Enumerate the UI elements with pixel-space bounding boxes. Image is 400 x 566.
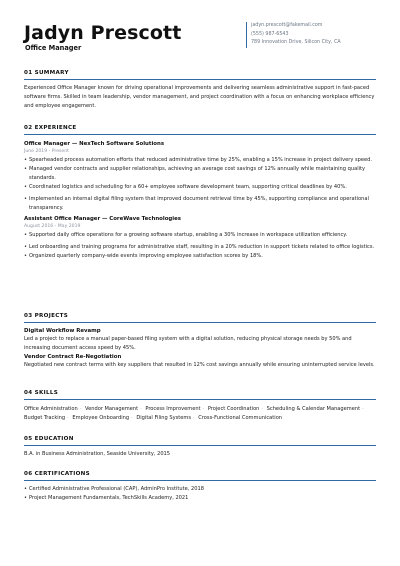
job-title: Assistant Office Manager — CoreWave Technologies	[24, 216, 181, 222]
job-entry	[24, 140, 376, 213]
job-bullet: • Supported daily office operations for a growing software startup, enabling a 30% increase in workspace utilization efficiency.	[24, 231, 376, 240]
job-bullet: • Implemented an internal digital filing system that improved document retrieval time by 45%, supporting compliance and operational transparency.	[24, 195, 376, 213]
project-entry	[24, 353, 376, 370]
skills-list	[24, 405, 376, 423]
skill-separator: ·	[67, 415, 69, 421]
summary-text: Experienced Office Manager known for driving operational improvements and delivering seamless administrative support in fast-paced software firms. Skilled in team leadership, vendor management, and project coordination with a focus on enhancing workplace efficiency and employee engagement.	[24, 85, 375, 109]
certification-item: • Certified Administrative Professional (CAP), AdminPro Institute, 2018	[24, 485, 376, 494]
job-bullet: • Coordinated logistics and scheduling for a 60+ employee software development team, supporting critical deadlines by 40%.	[24, 183, 376, 192]
projects-heading: 03 PROJECTS	[24, 313, 376, 323]
project-text: Negotiated new contract terms with key suppliers that resulted in 12% cost savings annually while ensuring uninterrupted service levels.	[24, 362, 375, 368]
skill-item: Cross-Functional Communication	[198, 415, 283, 421]
job-bullet: • Spearheaded process automation efforts that reduced administrative time by 25%, enabling a 15% increase in project delivery speed.	[24, 156, 376, 165]
project-text: Led a project to replace a manual paper-based filing system with a digital solution, reducing physical storage needs by 50% and increasing document access speed by 45%.	[24, 336, 352, 351]
job-title: Office Manager — NexTech Software Solutions	[24, 141, 165, 147]
skill-separator: ·	[193, 415, 195, 421]
certifications-section	[24, 471, 376, 503]
contact-phone: (555) 987-6543	[251, 31, 289, 37]
certification-item: • Project Management Fundamentals, TechSkills Academy, 2021	[24, 494, 376, 503]
skill-item: Scheduling & Calendar Management	[266, 406, 361, 412]
project-title: Digital Workflow Revamp	[24, 328, 101, 334]
skill-separator: ·	[261, 406, 264, 412]
education-section	[24, 436, 376, 459]
project-entry	[24, 327, 376, 353]
summary-heading: 01 SUMMARY	[24, 70, 376, 80]
education-heading: 05 EDUCATION	[24, 436, 376, 446]
summary-section	[24, 70, 376, 111]
skill-separator: ·	[79, 406, 82, 412]
skills-section	[24, 390, 376, 423]
skill-separator: ·	[202, 406, 205, 412]
education-text: B.A. in Business Administration, Seaside University, 2015	[24, 451, 171, 457]
contact-address: 789 Innovation Drive, Silicon City, CA	[251, 40, 341, 46]
experience-section	[24, 125, 376, 261]
skills-heading: 04 SKILLS	[24, 390, 376, 400]
skill-item: Office Administration	[24, 406, 78, 412]
project-title: Vendor Contract Re-Negotiation	[24, 354, 122, 360]
job-dates: August 2016 - May 2019	[24, 224, 81, 229]
certifications-heading: 06 CERTIFICATIONS	[24, 471, 376, 481]
resume-header	[24, 22, 376, 62]
projects-section	[24, 313, 376, 370]
skill-separator: ·	[131, 415, 133, 421]
skill-item: Vendor Management	[85, 406, 139, 412]
skill-item: Project Coordination	[207, 406, 260, 412]
skill-item: Budget Tracking	[24, 415, 66, 421]
contact-block	[246, 22, 376, 48]
candidate-name: Jadyn Prescott	[24, 22, 182, 44]
contact-email[interactable]: jadyn.prescott@fakemail.com	[251, 23, 323, 28]
skill-item: Employee Onboarding	[72, 415, 130, 421]
job-bullet: • Organized quarterly company-wide events improving employee satisfaction scores by 18%.	[24, 252, 376, 261]
skill-item: Digital Filing Systems	[136, 415, 192, 421]
candidate-role: Office Manager	[25, 44, 82, 52]
job-bullet: • Led onboarding and training programs for administrative staff, resulting in a 20% reduction in support tickets related to office logistics.	[24, 243, 376, 252]
skill-separator: ·	[140, 406, 142, 412]
job-bullet: • Managed vendor contracts and supplier relationships, achieving an average cost savings of 12% annually while maintaining quality standards.	[24, 165, 376, 183]
job-dates: June 2019 - Present	[24, 149, 69, 154]
skill-separator: ·	[362, 406, 364, 412]
skill-item: Process Improvement	[145, 406, 201, 412]
job-entry	[24, 215, 376, 261]
experience-heading: 02 EXPERIENCE	[24, 125, 376, 135]
